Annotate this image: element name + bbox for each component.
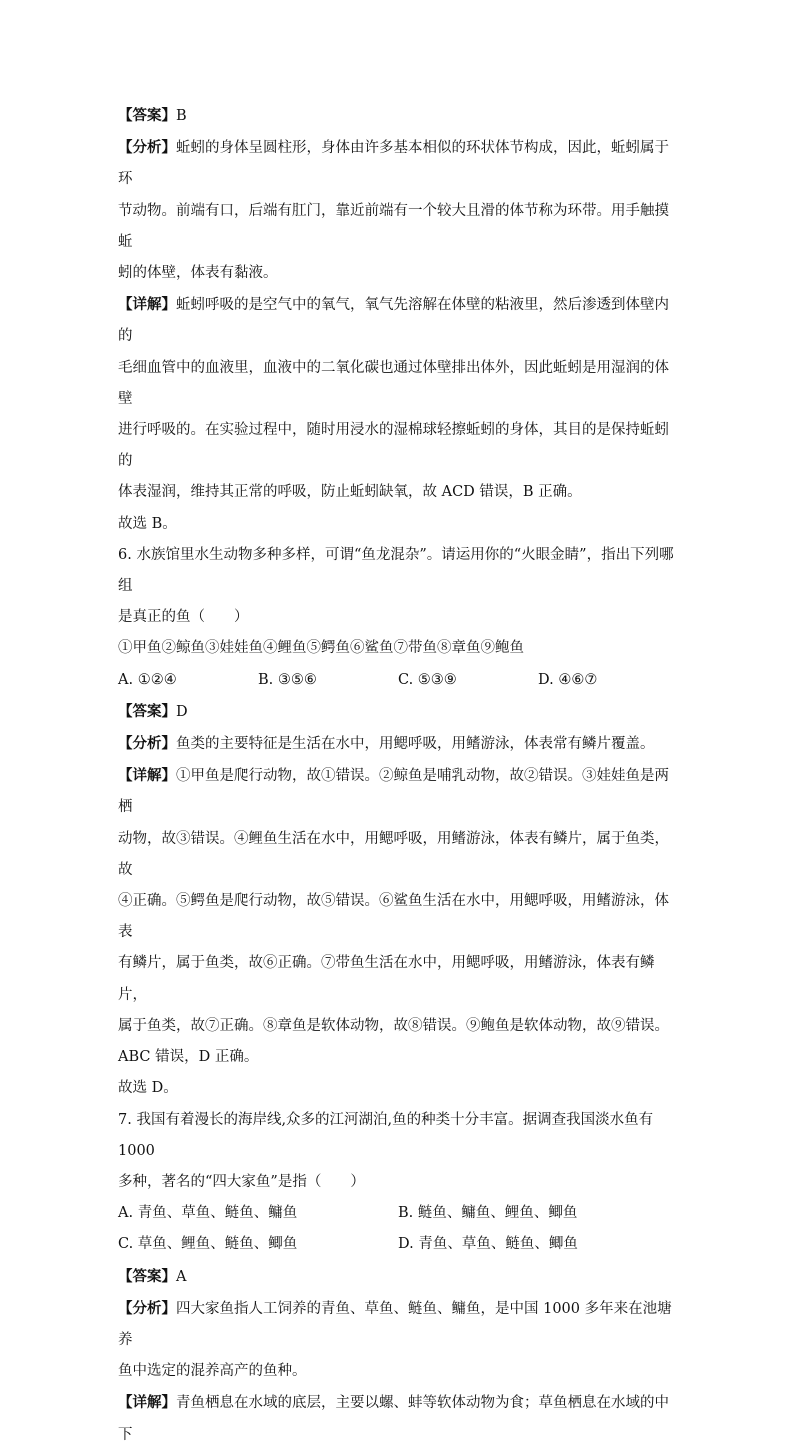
analysis-tag: 【分析】	[118, 139, 176, 157]
q5-analysis-line: 蚓的体壁，体表有黏液。	[118, 265, 278, 282]
q6-detail-line: ④正确。⑤鳄鱼是爬行动物，故⑤错误。⑥鲨鱼生活在水中，用鳃呼吸，用鳍游泳，体表	[118, 893, 669, 941]
q5-detail-line: 进行呼吸的。在实验过程中，随时用浸水的湿棉球轻擦蚯蚓的身体，其目的是保持蚯蚓的	[118, 422, 669, 470]
q7-analysis	[118, 1293, 678, 1356]
q6-options	[118, 665, 678, 696]
analysis-tag: 【分析】	[118, 1299, 176, 1317]
q6-answer	[118, 696, 678, 728]
option-b: B. 鲢鱼、鳙鱼、鲤鱼、鲫鱼	[398, 1205, 578, 1222]
option-d: D. ④⑥⑦	[538, 671, 598, 688]
q5-analysis	[118, 132, 678, 195]
analysis-tag: 【分析】	[118, 735, 176, 753]
q5-analysis-line: 节动物。前端有口，后端有肛门，靠近前端有一个较大且滑的体节称为环带。用手触摸蚯	[118, 202, 669, 250]
q7-options-row-1	[118, 1198, 678, 1229]
option-d: D. 青鱼、草鱼、鲢鱼、鲫鱼	[398, 1236, 578, 1253]
analysis-text: 鱼类的主要特征是生活在水中，用鳃呼吸，用鳍游泳，体表常有鳞片覆盖。	[176, 736, 655, 753]
option-c: C. ⑤③⑨	[398, 671, 457, 688]
q6-stem: 6. 水族馆里水生动物多种多样，可谓“鱼龙混杂”。请运用你的“火眼金睛”，指出下列哪组	[118, 546, 674, 595]
q6-detail-line: ABC 错误，D 正确。	[118, 1049, 259, 1066]
q5-detail-line: 毛细血管中的血液里，血液中的二氧化碳也通过体壁排出体外，因此蚯蚓是用湿润的体壁	[118, 359, 669, 407]
answer-value: D	[176, 703, 188, 720]
detail-text: 青鱼栖息在水域的底层，主要以螺、蚌等软体动物为食；草鱼栖息在水域的中下	[118, 1395, 669, 1443]
q6-items: ①甲鱼②鲸鱼③娃娃鱼④鲤鱼⑤鳄鱼⑥鲨鱼⑦带鱼⑧章鱼⑨鲍鱼	[118, 640, 524, 657]
q5-detail	[118, 289, 678, 352]
q6-detail-line: 动物，故③错误。④鲤鱼生活在水中，用鳃呼吸，用鳍游泳，体表有鳞片，属于鱼类，故	[118, 830, 669, 878]
option-b: B. ③⑤⑥	[258, 671, 317, 688]
q6-detail-line: 有鳞片，属于鱼类，故⑥正确。⑦带鱼生活在水中，用鳃呼吸，用鳍游泳，体表有鳞片，	[118, 955, 655, 1003]
answer-value: B	[176, 108, 187, 124]
answer-value: A	[176, 1268, 187, 1285]
q6-choose: 故选 D。	[118, 1080, 178, 1097]
detail-tag: 【详解】	[118, 296, 176, 314]
detail-text: 蚯蚓呼吸的是空气中的氧气，氧气先溶解在体壁的粘液里，然后渗透到体壁内的	[118, 297, 669, 345]
detail-tag: 【详解】	[118, 767, 176, 785]
answer-tag: 【答案】	[118, 702, 176, 720]
answer-tag: 【答案】	[118, 1267, 176, 1285]
q6-analysis	[118, 728, 678, 760]
q5-answer	[118, 100, 678, 132]
analysis-text: 蚯蚓的身体呈圆柱形，身体由许多基本相似的环状体节构成，因此，蚯蚓属于环	[118, 140, 669, 188]
document-content	[118, 100, 678, 1451]
q6-stem-line: 是真正的鱼（ ）	[118, 609, 249, 626]
q7-options-row-2	[118, 1229, 678, 1260]
answer-tag: 【答案】	[118, 107, 176, 124]
q6-detail-line: 属于鱼类，故⑦正确。⑧章鱼是软体动物，故⑧错误。⑨鲍鱼是软体动物，故⑨错误。	[118, 1017, 669, 1034]
option-a: A. ①②④	[118, 671, 177, 688]
analysis-text: 四大家鱼指人工饲养的青鱼、草鱼、鲢鱼、鳙鱼，是中国 1000 多年来在池塘养	[118, 1300, 672, 1348]
q7-analysis-line: 鱼中选定的混养高产的鱼种。	[118, 1363, 307, 1380]
q7-detail	[118, 1387, 678, 1450]
option-c: C. 草鱼、鲤鱼、鲢鱼、鲫鱼	[118, 1236, 298, 1253]
q5-detail-line: 体表湿润，维持其正常的呼吸，防止蚯蚓缺氧，故 ACD 错误，B 正确。	[118, 484, 582, 501]
q7-stem: 7. 我国有着漫长的海岸线,众多的江河湖泊,鱼的种类十分丰富。据调查我国淡水鱼有 1000	[118, 1111, 654, 1159]
q7-stem-line: 多种，著名的“四大家鱼”是指（ ）	[118, 1173, 365, 1190]
q6-detail	[118, 760, 678, 823]
q7-answer	[118, 1261, 678, 1293]
q5-choose: 故选 B。	[118, 515, 177, 532]
option-a: A. 青鱼、草鱼、鲢鱼、鳙鱼	[118, 1205, 298, 1222]
detail-text: ①甲鱼是爬行动物，故①错误。②鲸鱼是哺乳动物，故②错误。③娃娃鱼是两栖	[118, 768, 669, 816]
detail-tag: 【详解】	[118, 1394, 176, 1412]
